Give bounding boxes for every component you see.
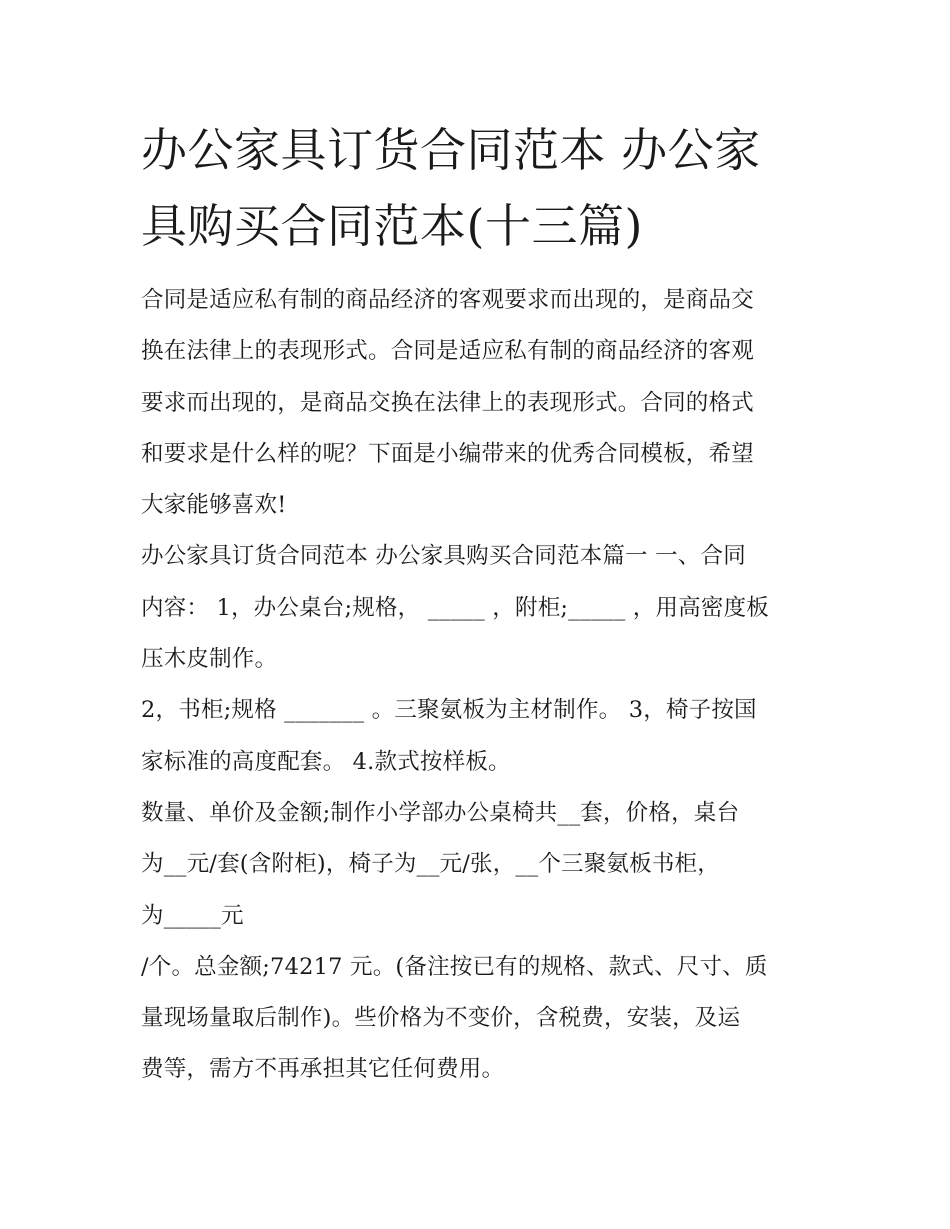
title-line: 具购买合同范本(十三篇) bbox=[141, 199, 643, 253]
text-line: 要求而出现的，是商品交换在法律上的表现形式。合同的格式 bbox=[141, 389, 754, 416]
text-line: 家标准的高度配套。 4.款式按样板。 bbox=[141, 748, 511, 775]
text-line: 合同是适应私有制的商品经济的客观要求而出现的，是商品交 bbox=[141, 287, 754, 313]
quantity-price-paragraph bbox=[141, 788, 813, 942]
contract-content-paragraph bbox=[141, 531, 813, 685]
text-line: 2，书柜;规格 _______ 。三聚氨板为主材制作。 3，椅子按国 bbox=[141, 697, 757, 724]
bookcase-paragraph bbox=[141, 685, 813, 788]
text-line: 为_____元 bbox=[141, 902, 244, 929]
text-line: 内容： 1，办公桌台;规格， _____ ，附柜;_____ ，用高密度板 bbox=[141, 594, 769, 621]
document-title bbox=[141, 112, 821, 264]
text-line: /个。总金额;74217 元。(备注按已有的规格、款式、尺寸、质 bbox=[141, 953, 768, 980]
text-line: 换在法律上的表现形式。合同是适应私有制的商品经济的客观 bbox=[141, 338, 754, 365]
text-line: 数量、单价及金额;制作小学部办公桌椅共__套，价格，桌台 bbox=[141, 799, 740, 826]
title-line: 办公家具订货合同范本 办公家 bbox=[141, 123, 761, 177]
total-amount-paragraph bbox=[141, 942, 813, 1096]
text-line: 为__元/套(含附柜)，椅子为__元/张，__个三聚氨板书柜， bbox=[141, 851, 720, 878]
text-line: 压木皮制作。 bbox=[141, 646, 278, 673]
text-line: 量现场量取后制作)。些价格为不变价，含税费，安装，及运 bbox=[141, 1005, 741, 1032]
text-line: 和要求是什么样的呢？下面是小编带来的优秀合同模板，希望 bbox=[141, 440, 754, 467]
text-line: 费等，需方不再承担其它任何费用。 bbox=[141, 1056, 505, 1083]
text-line: 办公家具订货合同范本 办公家具购买合同范本篇一 一、合同 bbox=[141, 543, 746, 570]
text-line: 大家能够喜欢! bbox=[141, 492, 287, 519]
intro-paragraph bbox=[141, 275, 813, 531]
document-body bbox=[141, 275, 813, 1096]
